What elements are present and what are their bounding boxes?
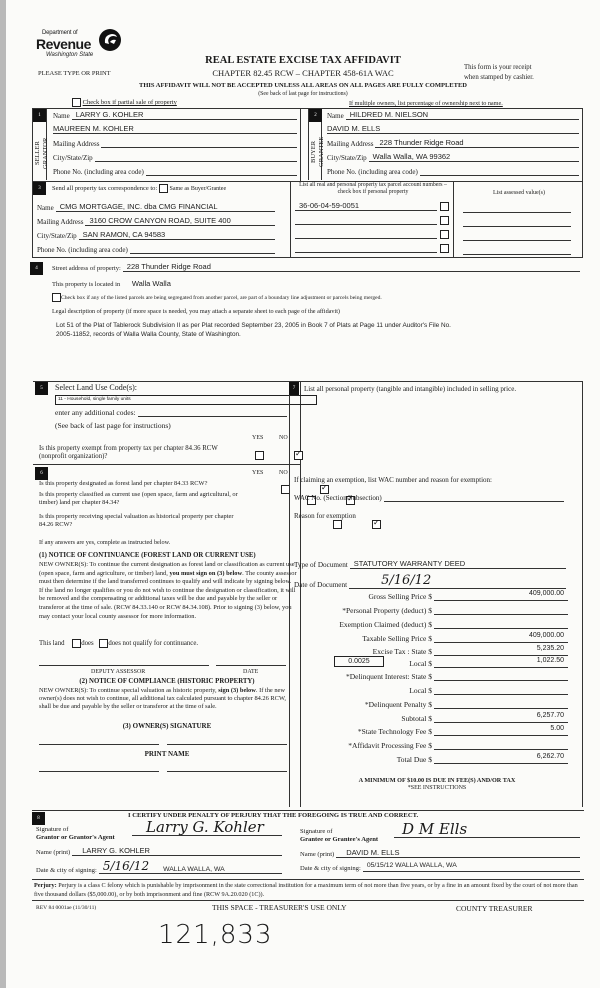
parcel-row bbox=[295, 215, 449, 225]
segregated: Check box if any of the listed parcels are being segregated from another parcel, are part of a boundary line adjustment or parcels being merged. bbox=[52, 293, 382, 302]
additional-codes-row: enter any additional codes: bbox=[55, 407, 287, 417]
street-address-row: Street address of property: 228 Thunder Ridge Road bbox=[52, 262, 580, 272]
yes-header: YES bbox=[252, 435, 264, 441]
buyer-mailing-field[interactable]: 228 Thunder Ridge Road bbox=[375, 138, 579, 148]
section-number-2: 2 bbox=[309, 109, 322, 122]
seller-section bbox=[32, 108, 301, 182]
logo-name: Revenue bbox=[36, 36, 91, 52]
perjury-statement: Perjury: Perjury is a class C felony which is punishable by imprisonment in the state correctional institution for a maximum term of not more than five years, or by a fine in an amount fixed by the court of not more than five thousand dollars ($5,000.00), or by both imprisonment and fine (RCW 9A.20.020 (1C)). bbox=[34, 882, 578, 898]
personal-property-checkbox[interactable] bbox=[440, 244, 449, 253]
affidavit-processing-fee[interactable] bbox=[434, 739, 568, 750]
minimum-due-note: A MINIMUM OF $10.00 IS DUE IN FEE(S) AND/OR TAX bbox=[358, 777, 516, 784]
parcel-column bbox=[290, 181, 454, 257]
buyer-city-row: City/State/Zip Walla Walla, WA 99362 bbox=[327, 152, 579, 162]
grantee-date-row: Date & city of signing: 05/15/12 WALLA WALLA, WA bbox=[300, 862, 580, 872]
section-number-6: 6 bbox=[35, 467, 48, 480]
no-header-6: NO bbox=[279, 470, 288, 476]
delinquent-interest-local[interactable] bbox=[434, 684, 568, 695]
street-address-field[interactable]: 228 Thunder Ridge Road bbox=[123, 262, 580, 272]
instructions-note: (See back of last page for instructions) bbox=[258, 91, 348, 97]
partial-sale-checkbox[interactable] bbox=[72, 98, 81, 107]
amount-row: *State Technology Fee $ 5.00 bbox=[284, 725, 568, 736]
section-number-4: 4 bbox=[30, 262, 43, 275]
legal-description-label: Legal description of property (if more space is needed, you may attach a separate sheet to each page of the affidavit) bbox=[52, 308, 340, 315]
seller-side-band bbox=[33, 109, 47, 180]
grantee-name-row: Name (print) DAVID M. ELLS bbox=[300, 848, 580, 858]
exemption-label: If claiming an exemption, list WAC number and reason for exemption: bbox=[294, 476, 492, 484]
deputy-assessor-line[interactable] bbox=[39, 665, 209, 666]
amount-row: *Delinquent Interest: State $ bbox=[284, 670, 568, 681]
right-lower-section bbox=[289, 381, 583, 807]
land-use-select[interactable]: 11 - Household, single family units bbox=[55, 395, 317, 405]
owner-signature-line-2[interactable] bbox=[167, 744, 287, 745]
parcel-row bbox=[295, 243, 449, 253]
located-in-field[interactable]: Walla Walla bbox=[131, 279, 171, 288]
form-subtitle: CHAPTER 82.45 RCW – CHAPTER 458-61A WAC bbox=[212, 68, 394, 78]
buyer-phone-row: Phone No. (including area code) bbox=[327, 166, 579, 176]
grantor-date-city-field[interactable] bbox=[99, 860, 282, 874]
send-correspondence: Send all property tax correspondence to: Same as Buyer/Grantee bbox=[52, 184, 227, 192]
affidavit-page bbox=[6, 0, 600, 988]
treasurer-use: THIS SPACE - TREASURER'S USE ONLY bbox=[212, 903, 347, 912]
grantor-date-row: Date & city of signing: 5/16/12 WALLA WALLA, WA bbox=[36, 860, 282, 874]
assessed-header: List assessed value(s) bbox=[493, 190, 545, 196]
current-use-question: Is this property classified as current use (open space, farm and agricultural, or timber) land per chapter 84.34? bbox=[39, 491, 238, 506]
see-instructions-note: *SEE INSTRUCTIONS bbox=[407, 785, 467, 791]
same-as-buyer-checkbox[interactable] bbox=[159, 184, 168, 193]
parcel-row bbox=[295, 201, 449, 211]
seller-name-2[interactable]: MAUREEN M. KOHLER bbox=[53, 124, 297, 134]
seller-side-label: SELLER GRANTOR bbox=[34, 137, 49, 169]
partial-sale[interactable] bbox=[72, 98, 177, 107]
assessed-value-field[interactable] bbox=[463, 210, 571, 213]
grantor-name-row: Name (print) LARRY G. KOHLER bbox=[36, 846, 282, 856]
reason-label: Reason for exemption bbox=[294, 512, 356, 520]
located-in: This property is located in Walla Walla bbox=[52, 279, 171, 288]
personal-property-label: List all personal property (tangible and intangible) included in selling price. bbox=[304, 385, 517, 393]
corr-phone-field[interactable] bbox=[130, 244, 275, 254]
amount-row: *Affidavit Processing Fee $ bbox=[284, 739, 568, 750]
notice1-title: (1) NOTICE OF CONTINUANCE (FOREST LAND OR CURRENT USE) bbox=[39, 552, 256, 559]
exempt-question: Is this property exempt from property tax per chapter 84.36 RCW (nonprofit organization)? bbox=[39, 445, 218, 460]
amount-row: Taxable Selling Price $ 409,000.00 bbox=[284, 632, 568, 643]
amount-row: *Delinquent Penalty $ bbox=[284, 698, 568, 709]
personal-property-checkbox[interactable] bbox=[440, 202, 449, 211]
assessed-value-field[interactable] bbox=[463, 224, 571, 227]
parcel-number[interactable]: 36-06-04-59-0051 bbox=[295, 201, 437, 211]
notice2-title: (2) NOTICE OF COMPLIANCE (HISTORIC PROPERTY) bbox=[79, 678, 255, 685]
seller-phone-row: Phone No. (including area code) bbox=[53, 166, 297, 176]
local-rate-box[interactable]: 0.0025 bbox=[334, 656, 384, 667]
section-number-8: 8 bbox=[32, 812, 45, 825]
logo-dept: Department of bbox=[42, 30, 78, 36]
deputy-assessor-label: DEPUTY ASSESSOR bbox=[91, 669, 146, 675]
section6-divider bbox=[33, 464, 301, 465]
amount-row: Local $ bbox=[284, 684, 568, 695]
historic-question: Is this property receiving special valuation as historical property per chapter 84.26 RCW? bbox=[39, 513, 234, 528]
corr-name-field[interactable]: CMG MORTGAGE, INC. dba CMG FINANCIAL bbox=[56, 202, 275, 212]
yes-header-6: YES bbox=[252, 470, 264, 476]
doc-date-row: Date of Document 5/16/12 bbox=[294, 573, 566, 589]
wac-row: WAC No. (Section/Subsection) bbox=[294, 492, 564, 502]
buyer-name-1[interactable]: HILDRED M. NIELSON bbox=[346, 110, 579, 120]
corr-phone-row: Phone No. (including area code) bbox=[37, 244, 275, 254]
print-name-line-1[interactable] bbox=[39, 771, 159, 772]
doc-type-field[interactable]: STATUTORY WARRANTY DEED bbox=[350, 559, 566, 569]
wac-field[interactable] bbox=[384, 492, 564, 502]
grantee-name-field[interactable]: DAVID M. ELLS bbox=[336, 848, 580, 858]
segregated-checkbox[interactable] bbox=[52, 293, 61, 302]
additional-codes-field[interactable] bbox=[138, 407, 287, 417]
personal-property-checkbox[interactable] bbox=[440, 216, 449, 225]
logo-state: Washington State bbox=[46, 52, 94, 58]
parcel-number[interactable] bbox=[295, 215, 437, 225]
parcel-row bbox=[295, 229, 449, 239]
date-label: DATE bbox=[243, 669, 259, 675]
excise-tax-state[interactable]: 5,235.20 bbox=[434, 645, 568, 656]
correspondence-section bbox=[32, 182, 583, 258]
seller-name-1[interactable]: LARRY G. KOHLER bbox=[72, 110, 297, 120]
subtotal[interactable]: 6,257.70 bbox=[434, 712, 568, 723]
partial-sale-label: Check box if partial sale of property bbox=[82, 98, 177, 106]
amount-row: Gross Selling Price $ 409,000.00 bbox=[284, 590, 568, 601]
left-lower-section bbox=[33, 381, 301, 807]
state-technology-fee[interactable]: 5.00 bbox=[434, 725, 568, 736]
amount-row: Local $ 1,022.50 bbox=[284, 657, 568, 668]
exemption-claimed-deduct[interactable] bbox=[434, 618, 568, 629]
doc-type-row: Type of Document STATUTORY WARRANTY DEED bbox=[294, 559, 566, 569]
seller-name2-row bbox=[53, 124, 297, 134]
seller-city-row: City/State/Zip bbox=[53, 152, 297, 162]
grantee-date-city-field[interactable]: 05/15/12 WALLA WALLA, WA bbox=[363, 862, 580, 872]
does-qualify-checkbox[interactable] bbox=[72, 639, 81, 648]
grantor-date: 5/16/12 bbox=[102, 859, 150, 873]
land-use-label: Select Land Use Code(s): bbox=[55, 383, 137, 392]
certify-statement: I CERTIFY UNDER PENALTY OF PERJURY THAT THE FOREGOING IS TRUE AND CORRECT. bbox=[128, 812, 419, 819]
section8-bottom-rule bbox=[32, 879, 584, 880]
section-number-7: 7 bbox=[289, 382, 299, 395]
personal-property-deduct[interactable] bbox=[434, 604, 568, 615]
amount-row: Exemption Claimed (deduct) $ bbox=[284, 618, 568, 629]
does-not-qualify-checkbox[interactable] bbox=[99, 639, 108, 648]
handwritten-number: 121,833 bbox=[158, 920, 273, 950]
grantor-signature[interactable]: Larry G. Kohler bbox=[132, 818, 282, 836]
perjury-rule bbox=[32, 900, 584, 901]
corr-city-field[interactable]: SAN RAMON, CA 94583 bbox=[79, 230, 275, 240]
buyer-mailing-row: Mailing Address 228 Thunder Ridge Road bbox=[327, 138, 579, 148]
grantee-signature[interactable]: D M Ells bbox=[394, 820, 580, 838]
buyer-city-field[interactable]: Walla Walla, WA 99362 bbox=[369, 152, 579, 162]
delinquent-penalty[interactable] bbox=[434, 698, 568, 709]
personal-property-checkbox[interactable] bbox=[440, 230, 449, 239]
receipt-note-1: This form is your receipt bbox=[464, 64, 532, 71]
amount-row: Total Due $ 6,262.70 bbox=[284, 753, 568, 764]
forest-question: Is this property designated as forest land per chapter 84.33 RCW? bbox=[39, 480, 208, 487]
seller-city-field[interactable] bbox=[95, 152, 297, 162]
buyer-side-label: BUYER GRANTEE bbox=[310, 136, 325, 168]
seller-name-row: Name LARRY G. KOHLER bbox=[53, 110, 297, 120]
parcel-number[interactable] bbox=[295, 229, 437, 239]
land-use-instructions: (See back of last page for instructions) bbox=[55, 421, 171, 430]
form-title: REAL ESTATE EXCISE TAX AFFIDAVIT bbox=[205, 55, 401, 66]
parcel-number[interactable] bbox=[295, 243, 437, 253]
print-name-line-2[interactable] bbox=[167, 771, 287, 772]
gross-selling-price[interactable]: 409,000.00 bbox=[434, 590, 568, 601]
buyer-name-row: Name HILDRED M. NIELSON bbox=[327, 110, 579, 120]
assessor-date-line[interactable] bbox=[216, 665, 286, 666]
buyer-side-band bbox=[308, 109, 325, 180]
qualify-row: This land does does not qualify for continuance. bbox=[39, 640, 199, 648]
legal-description-field[interactable]: Lot 51 of the Plat of Tablerock Subdivision II as per Plat recorded September 23, 2005 in Book 7 of Plats at Page 11 under Auditor's File No. 2005-11852, records of Walla Walla County, State of Washington. bbox=[56, 322, 451, 338]
seller-phone-field[interactable] bbox=[146, 166, 297, 176]
buyer-name2-row bbox=[327, 124, 579, 134]
form-number: REV 84 0001ae (11/30/11) bbox=[36, 905, 97, 911]
print-name-label: PRINT NAME bbox=[144, 750, 190, 758]
seller-mailing-row: Mailing Address bbox=[53, 138, 297, 148]
excise-tax-local[interactable]: 1,022.50 bbox=[434, 657, 568, 668]
corr-name-row: Name CMG MORTGAGE, INC. dba CMG FINANCIAL bbox=[37, 202, 275, 212]
section-number-3: 3 bbox=[33, 182, 46, 195]
buyer-phone-field[interactable] bbox=[420, 166, 579, 176]
seller-mailing-field[interactable] bbox=[101, 138, 297, 148]
receipt-note-2: when stamped by cashier. bbox=[464, 74, 534, 81]
multiple-owners-note: If multiple owners, list percentage of ownership next to name. bbox=[349, 100, 503, 107]
if-yes-note: If any answers are yes, complete as instructed below. bbox=[39, 539, 171, 546]
buyer-name-2[interactable]: DAVID M. ELLS bbox=[327, 124, 579, 134]
dor-logo-icon bbox=[98, 28, 122, 52]
grantee-sig-label: Signature of Grantee or Grantee's Agent bbox=[300, 828, 379, 843]
section-number-1: 1 bbox=[33, 109, 46, 122]
corr-city-row: City/State/Zip SAN RAMON, CA 94583 bbox=[37, 230, 275, 240]
assessed-value-field[interactable] bbox=[463, 252, 571, 255]
grantor-name-field[interactable]: LARRY G. KOHLER bbox=[72, 846, 282, 856]
notice2-text: NEW OWNER(S): To continue special valuation as historic property, sign (3) below. If the new owner(s) does not wish to continue, all additional tax calculated pursuant to chapter 84.26 RCW, shall be due and payable by the seller or transferor at the time of sale. bbox=[39, 687, 286, 710]
corr-mailing-row: Mailing Address 3160 CROW CANYON ROAD, SUITE 400 bbox=[37, 216, 275, 226]
acceptance-warning: THIS AFFIDAVIT WILL NOT BE ACCEPTED UNLESS ALL AREAS ON ALL PAGES ARE FULLY COMPLETED bbox=[139, 82, 467, 89]
exempt-yes-checkbox[interactable] bbox=[255, 451, 264, 460]
grantor-city: WALLA WALLA, WA bbox=[163, 866, 225, 873]
assessed-value-field[interactable] bbox=[463, 238, 571, 241]
amount-row: Subtotal $ 6,257.70 bbox=[284, 712, 568, 723]
taxable-selling-price[interactable]: 409,000.00 bbox=[434, 632, 568, 643]
notice1-text: NEW OWNER(S): To continue the current designation as forest land or classification as current use (open space, farm and agriculture, or timber) land, you must sign on (3) below. The county assessor must then determine if the land transferred continues to qualify and will indicate by signing below. If the land no longer qualifies or you do not wish to continue the designation or classification, it will be removed and the compensating or additional taxes will be due and payable by the seller or transferor at the time of sale. (RCW 84.33.140 or RCW 84.34.108). Prior to signing (3) below, you may contact your local county assessor for more information. bbox=[39, 561, 297, 620]
buyer-section bbox=[301, 108, 583, 182]
delinquent-interest-state[interactable] bbox=[434, 670, 568, 681]
amount-row: Excise Tax : State $ 5,235.20 bbox=[284, 645, 568, 656]
owner-signature-label: (3) OWNER(S) SIGNATURE bbox=[122, 722, 212, 730]
amount-row: *Personal Property (deduct) $ bbox=[284, 604, 568, 615]
county-treasurer: COUNTY TREASURER bbox=[456, 904, 533, 913]
corr-mailing-field[interactable]: 3160 CROW CANYON ROAD, SUITE 400 bbox=[85, 216, 275, 226]
section8-top-rule bbox=[32, 810, 584, 811]
doc-date-field[interactable]: 5/16/12 bbox=[349, 573, 566, 589]
please-print: PLEASE TYPE OR PRINT bbox=[38, 70, 111, 77]
no-header: NO bbox=[279, 435, 288, 441]
owner-signature-line-1[interactable] bbox=[39, 744, 159, 745]
section-number-5: 5 bbox=[35, 382, 48, 395]
grantor-sig-label: Signature of Grantor or Grantor's Agent bbox=[36, 826, 115, 841]
total-due[interactable]: 6,262.70 bbox=[434, 753, 568, 764]
parcel-header: List all real and personal property tax parcel account numbers – check box if personal property bbox=[299, 182, 447, 195]
